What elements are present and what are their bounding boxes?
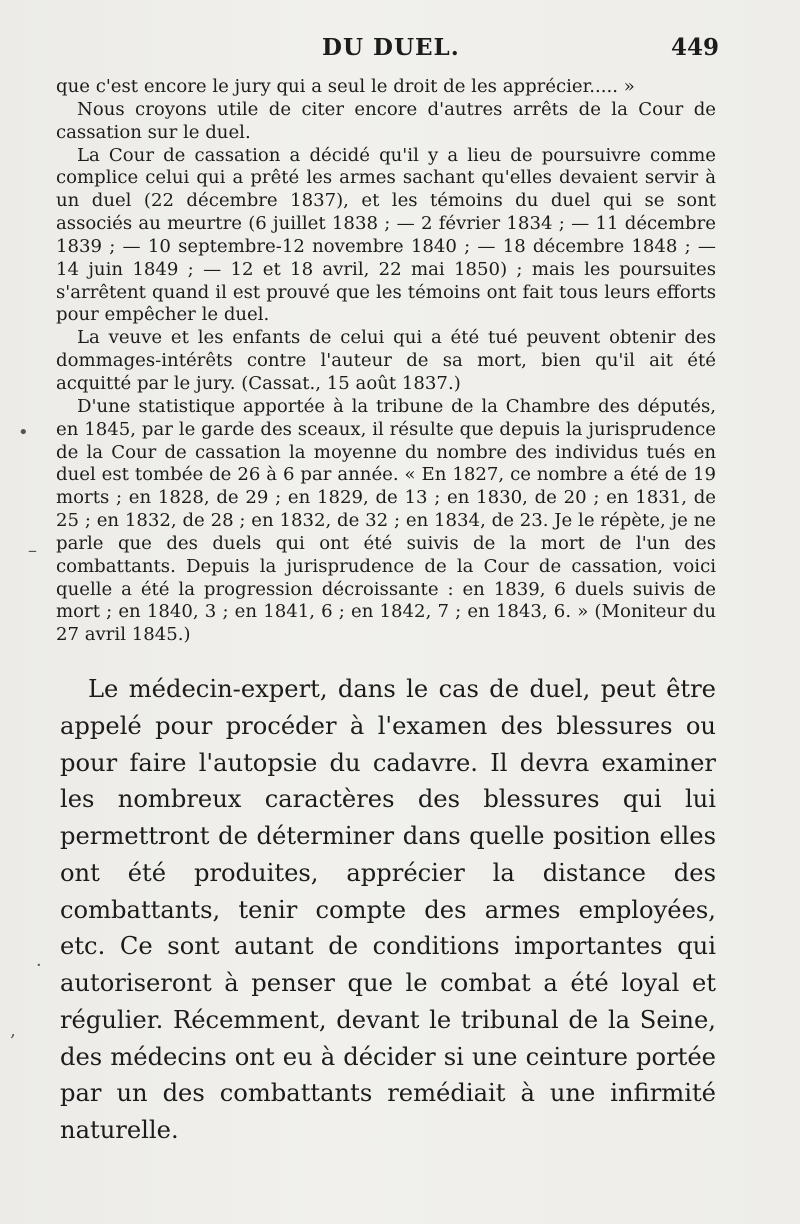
body-text-small: [56, 76, 716, 647]
page-number: 449: [671, 34, 720, 61]
margin-mark: ‚: [10, 1020, 16, 1041]
page-header: [0, 34, 800, 74]
margin-mark: –: [28, 540, 37, 561]
body-text-large: [60, 671, 716, 1149]
margin-mark: ·: [36, 955, 42, 976]
paragraph: D'une statistique apportée à la tribune de la Chambre des députés, en 1845, par le garde des sceaux, il résulte que depuis la jurisprudence de la Cour de cassation la moyenne du nombre des individus tués en duel est tombée de 26 à 6 par année. « En 1827, ce nombre a été de 19 morts ; en 1828, de 29 ; en 1829, de 13 ; en 1830, de 20 ; en 1831, de 25 ; en 1832, de 28 ; en 1832, de 32 ; en 1834, de 23. Je le répète, je ne parle que des duels qui ont été suivis de la mort de l'un des combattants. Depuis la jurisprudence de la Cour de cassation, voici quelle a été la progression décroissante : en 1839, 6 duels suivis de mort ; en 1840, 3 ; en 1841, 6 ; en 1842, 7 ; en 1843, 6. » (Moniteur du 27 avril 1845.): [56, 395, 716, 646]
paragraph-main: Le médecin-expert, dans le cas de duel, peut être appelé pour procéder à l'examen des blessures ou pour faire l'autopsie du cadavre. Il devra examiner les nombreux caractères des blessures qui lui permettront de déterminer dans quelle position elles ont été produites, apprécier la distance des combattants, tenir compte des armes employées, etc. Ce sont autant de conditions importantes qui autoriseront à penser que le combat a été loyal et régulier. Récemment, devant le tribunal de la Seine, des médecins ont eu à décider si une ceinture portée par un des combattants remédiait à une infirmité naturelle.: [60, 675, 716, 1144]
margin-mark: •: [18, 422, 29, 443]
paragraph: La Cour de cassation a décidé qu'il y a lieu de poursuivre comme complice celui qui a prêté les armes sachant qu'elles devaient servir à un duel (22 décembre 1837), et les témoins du duel qui se sont associés au meurtre (6 juillet 1838 ; — 2 février 1834 ; — 11 décembre 1839 ; — 10 septembre-12 novembre 1840 ; — 18 décembre 1848 ; — 14 juin 1849 ; — 12 et 18 avril, 22 mai 1850) ; mais les poursuites s'arrêtent quand il est prouvé que les témoins ont fait tous leurs efforts pour empêcher le duel.: [56, 144, 716, 326]
paragraph: Nous croyons utile de citer encore d'autres arrêts de la Cour de cassation sur le duel.: [56, 98, 716, 143]
paragraph: La veuve et les enfants de celui qui a été tué peuvent obtenir des dommages-intérêts contre l'auteur de sa mort, bien qu'il ait été acquitté par le jury. (Cassat., 15 août 1837.): [56, 327, 716, 394]
paragraph-continuation: que c'est encore le jury qui a seul le droit de les apprécier..... »: [56, 76, 635, 97]
running-head: DU DUEL.: [322, 34, 460, 61]
